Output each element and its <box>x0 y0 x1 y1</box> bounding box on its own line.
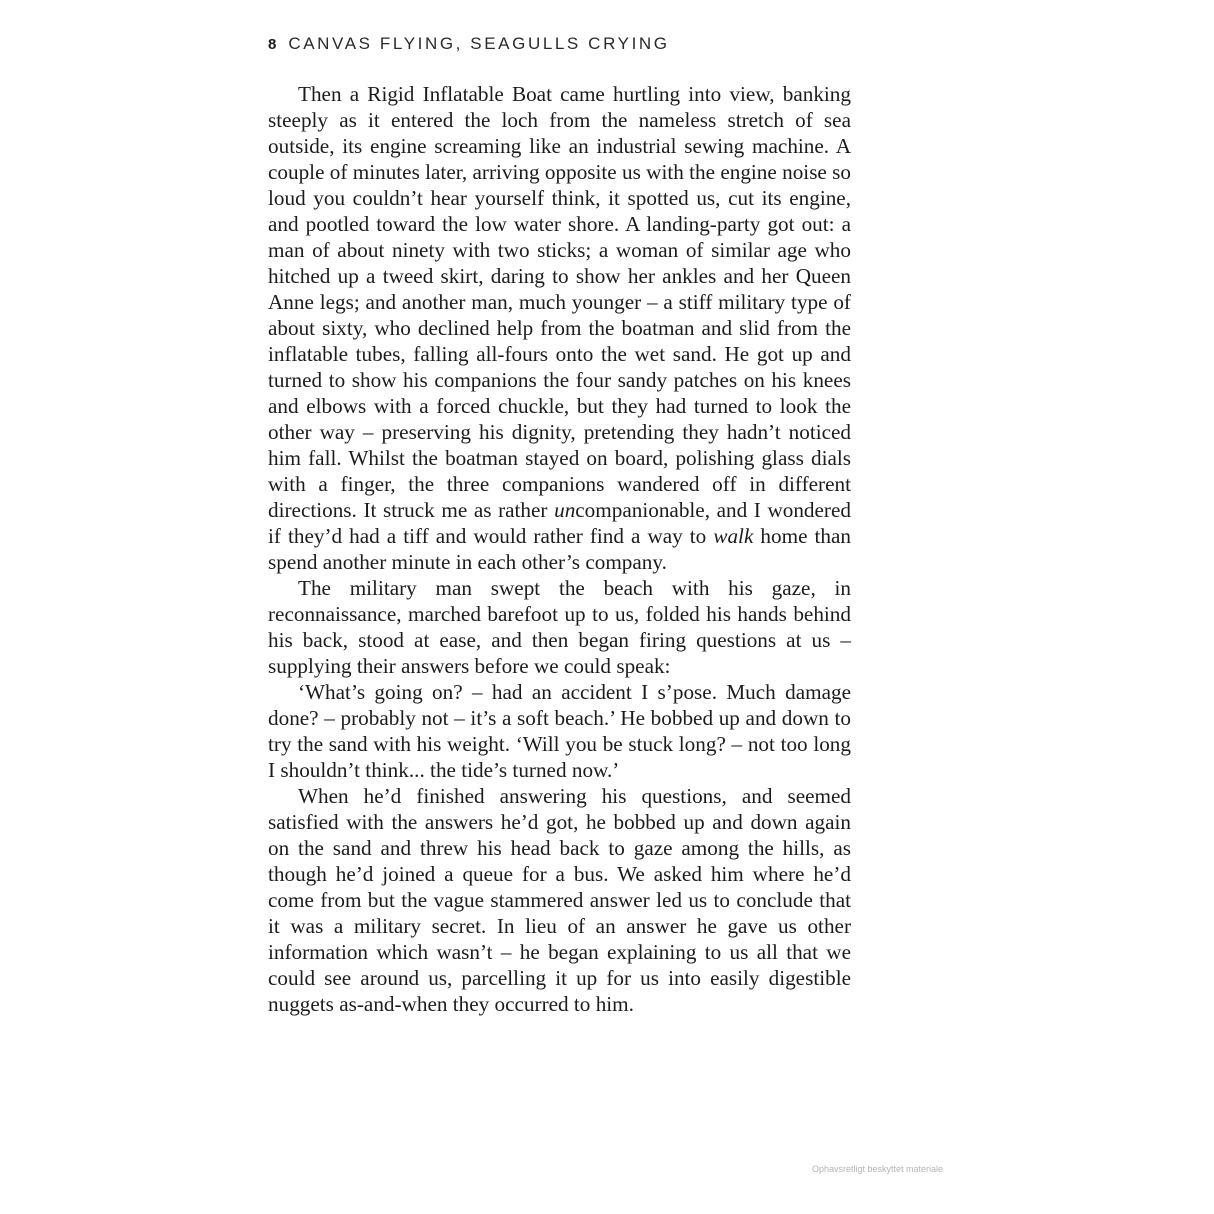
paragraph-2-text: The military man swept the beach with his gaze, in reconnaissance, marched barefoot up to us, folded his hands behind his back, stood at ease, and then began firing questions at us – supplying their answers before we could speak: <box>268 576 851 678</box>
italic-un: un <box>554 498 576 522</box>
paragraph-1-text: Then a Rigid Inflatable Boat came hurtling into view, banking steeply as it entered the loch from the nameless stretch of sea outside, its engine screaming like an industrial sewing machine. A couple of minutes later, arriving opposite us with the engine noise so loud you couldn’t hear yourself think, it spotted us, cut its engine, and pootled toward the low water shore. A landing-party got out: a man of about ninety with two sticks; a woman of similar age who hitched up a tweed skirt, daring to show her ankles and her Queen Anne legs; and another man, much younger – a stiff military type of about sixty, who declined help from the boatman and slid from the inflatable tubes, falling all-fours onto the wet sand. He got up and turned to show his companions the four sandy patches on his knees and elbows with a forced chuckle, but they had turned to look the other way – preserving his dignity, pretending they hadn’t noticed him fall. Whilst the boatman stayed on board, polishing glass dials with a finger, the three companions wandered off in different directions. It struck me as rather <box>268 82 851 522</box>
body-text <box>268 81 851 1017</box>
page-number: 8 <box>268 36 277 53</box>
paragraph-1-text-2: companionable, and I wondered if they’d had a tiff and would rather find a way to <box>268 498 851 548</box>
copyright-watermark: Ophavsretligt beskyttet materiale <box>812 1164 944 1174</box>
italic-walk: walk <box>713 524 754 548</box>
running-head <box>268 34 670 58</box>
paragraph-3-text: ‘What’s going on? – had an accident I s’pose. Much damage done? – probably not – it’s a soft beach.’ He bobbed up and down to try the sand with his weight. ‘Will you be stuck long? – not too long I shouldn’t think... the tide’s turned now.’ <box>268 680 851 782</box>
paragraph-1 <box>268 81 851 575</box>
paragraph-4-text: When he’d finished answering his questions, and seemed satisfied with the answers he’d got, he bobbed up and down again on the sand and threw his head back to gaze among the hills, as though he’d joined a queue for a bus. We asked him where he’d come from but the vague stammered answer led us to conclude that it was a military secret. In lieu of an answer he gave us other information which wasn’t – he began explaining to us all that we could see around us, parcelling it up for us into easily digestible nuggets as-and-when they occurred to him. <box>268 784 851 1016</box>
paragraph-4 <box>268 783 851 1017</box>
paragraph-3 <box>268 679 851 783</box>
running-title: CANVAS FLYING, SEAGULLS CRYING <box>288 34 670 53</box>
paragraph-1-text-3: home than spend another minute in each other’s company. <box>268 524 851 574</box>
paragraph-2 <box>268 575 851 679</box>
